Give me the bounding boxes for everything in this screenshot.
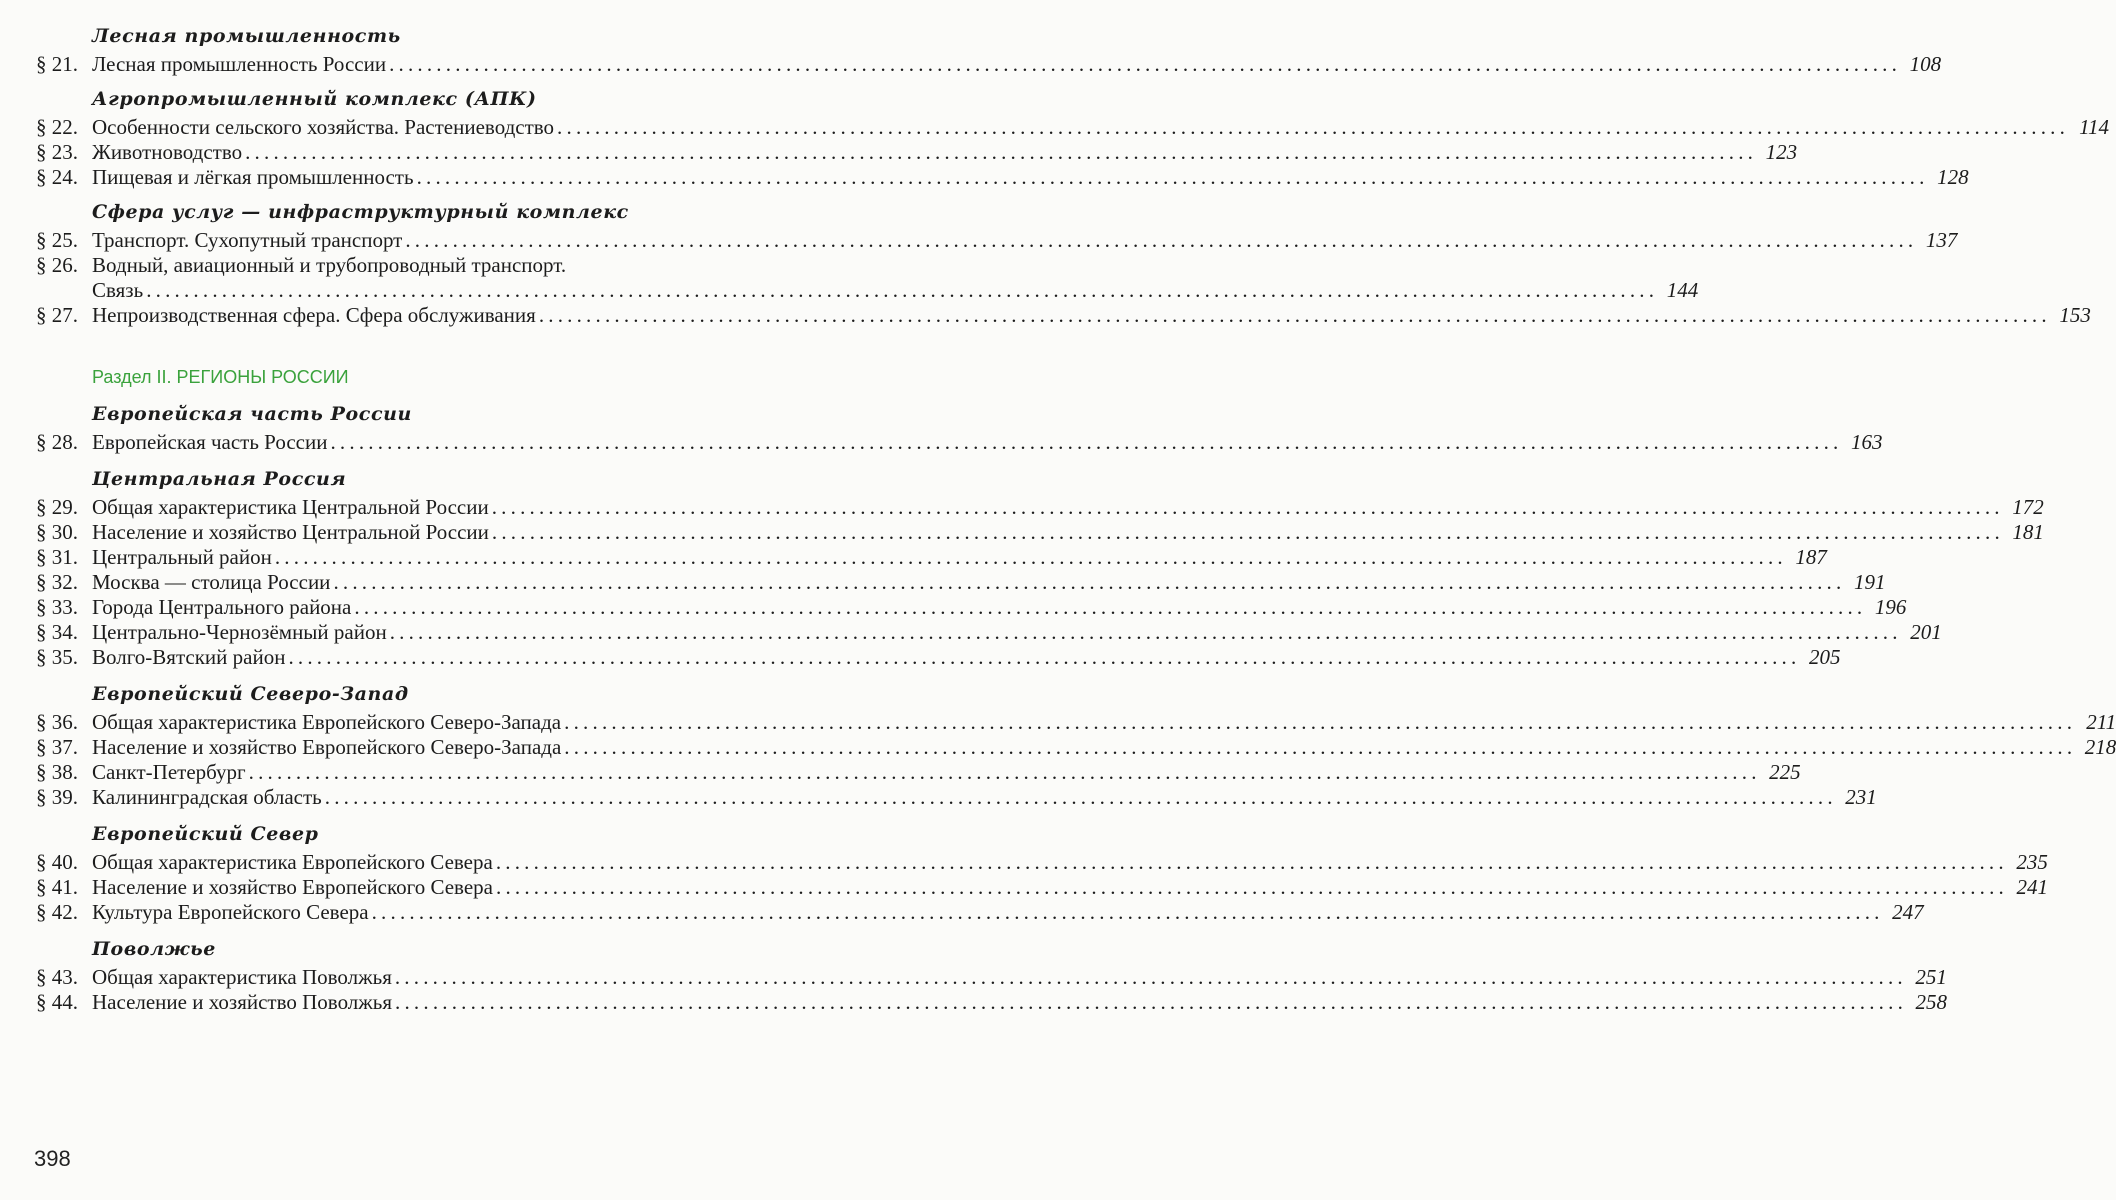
entry-number: § 22. (36, 115, 78, 139)
toc-entry (36, 850, 2048, 875)
toc-entry (36, 140, 1798, 165)
entry-page: 258 (1915, 990, 1948, 1014)
entry-title: Общая характеристика Европейского Севера (92, 850, 493, 874)
dot-leader: ................................................................................................................................................................ (557, 115, 2070, 139)
toc-group-services (36, 196, 2091, 328)
dot-leader: ................................................................................................................................................................ (330, 430, 1843, 454)
dot-leader: ................................................................................................................................................................ (354, 595, 1867, 619)
dot-leader: ................................................................................................................................................................ (389, 620, 1902, 644)
group-heading: Агропромышленный комплекс (АПК) (92, 88, 537, 110)
entry-title: Волго-Вятский район (92, 645, 286, 669)
toc-entry (36, 52, 1942, 77)
entry-number: § 26. (36, 253, 78, 277)
page-number: 398 (34, 1146, 71, 1171)
entry-title: Европейская часть России (92, 430, 328, 454)
entry-number: § 44. (36, 990, 78, 1014)
entry-number: § 38. (36, 760, 78, 784)
entry-page: 241 (2016, 875, 2048, 899)
dot-leader: ................................................................................................................................................................ (333, 570, 1846, 594)
dot-leader: ................................................................................................................................................................ (395, 990, 1908, 1014)
entry-title-line1: Водный, авиационный и трубопроводный транспорт. (92, 253, 567, 277)
entry-number: § 40. (36, 850, 78, 874)
entry-page: 205 (1808, 645, 1841, 669)
entry-number: § 34. (36, 620, 78, 644)
toc-entry (36, 430, 1883, 455)
entry-number: § 39. (36, 785, 78, 809)
group-heading: Сфера услуг — инфраструктурный комплекс (92, 201, 629, 223)
toc-entry (36, 710, 2116, 735)
table-of-contents (36, 20, 2116, 1015)
entry-page: 196 (1874, 595, 1907, 619)
toc-entry (36, 165, 1969, 190)
dot-leader: ................................................................................................................................................................ (491, 520, 2004, 544)
entry-page: 225 (1769, 760, 1801, 784)
dot-leader: ................................................................................................................................................................ (495, 850, 2008, 874)
dot-leader: ................................................................................................................................................................ (394, 965, 1907, 989)
toc-entry (36, 785, 1877, 810)
entry-number: § 32. (36, 570, 78, 594)
entry-page: 128 (1937, 165, 1969, 189)
dot-leader: ................................................................................................................................................................ (496, 875, 2008, 899)
toc-entry (36, 545, 1827, 570)
entry-number: § 27. (36, 303, 78, 327)
entry-number: § 24. (36, 165, 78, 189)
entry-page: 137 (1925, 228, 1958, 252)
entry-page: 123 (1765, 140, 1798, 164)
entry-page: 172 (2012, 495, 2044, 519)
entry-title: Население и хозяйство Центральной России (92, 520, 489, 544)
dot-leader: ................................................................................................................................................................ (371, 900, 1884, 924)
entry-title: Культура Европейского Севера (92, 900, 369, 924)
toc-entry (36, 875, 2048, 900)
entry-title: Центральный район (92, 545, 272, 569)
entry-title: Непроизводственная сфера. Сфера обслуживания (92, 303, 536, 327)
entry-number: § 28. (36, 430, 78, 454)
toc-entry (36, 900, 1924, 925)
entry-number: § 43. (36, 965, 78, 989)
entry-number: § 21. (36, 52, 78, 76)
entry-title: Население и хозяйство Европейского Северо-Запада (92, 735, 562, 759)
entry-title: Лесная промышленность России (92, 52, 387, 76)
toc-entry (36, 965, 1947, 990)
entry-title: Население и хозяйство Европейского Севера (92, 875, 493, 899)
toc-entry (36, 620, 1942, 645)
entry-page: 251 (1915, 965, 1947, 989)
dot-leader: ................................................................................................................................................................ (245, 140, 1758, 164)
entry-number: § 25. (36, 228, 78, 252)
entry-number: § 31. (36, 545, 78, 569)
toc-entry (36, 495, 2044, 520)
toc-group-forestry (36, 20, 1942, 77)
toc-group-european-part (36, 362, 1883, 455)
entry-title: Общая характеристика Центральной России (92, 495, 489, 519)
group-heading: Европейский Север (92, 823, 319, 845)
dot-leader: ................................................................................................................................................................ (564, 710, 2077, 734)
group-heading: Поволжье (92, 938, 216, 960)
entry-page: 187 (1795, 545, 1827, 569)
entry-page: 163 (1850, 430, 1883, 454)
entry-title: Связь (92, 278, 144, 302)
toc-entry (36, 595, 1907, 620)
entry-page: 218 (2084, 735, 2116, 759)
entry-page: 235 (2016, 850, 2048, 874)
entry-title: Пищевая и лёгкая промышленность (92, 165, 414, 189)
entry-page: 247 (1892, 900, 1924, 924)
toc-entry (36, 570, 1886, 595)
entry-number: § 30. (36, 520, 78, 544)
entry-number: § 29. (36, 495, 78, 519)
entry-title: Калининградская область (92, 785, 322, 809)
entry-number: § 41. (36, 875, 78, 899)
toc-group-central-russia (36, 463, 2044, 670)
group-heading: Лесная промышленность (92, 25, 401, 47)
dot-leader: ................................................................................................................................................................ (324, 785, 1837, 809)
group-heading: Европейский Северо-Запад (92, 683, 409, 705)
dot-leader: ................................................................................................................................................................ (274, 545, 1787, 569)
dot-leader: ................................................................................................................................................................ (538, 303, 2051, 327)
entry-title: Центрально-Чернозёмный район (92, 620, 387, 644)
entry-title: Животноводство (92, 140, 243, 164)
entry-number: § 36. (36, 710, 78, 734)
entry-page: 181 (2012, 520, 2044, 544)
dot-leader: ................................................................................................................................................................ (146, 278, 1659, 302)
entry-title: Население и хозяйство Поволжья (92, 990, 393, 1014)
entry-title: Транспорт. Сухопутный транспорт (92, 228, 403, 252)
entry-number: § 33. (36, 595, 78, 619)
entry-page: 114 (2079, 115, 2110, 139)
dot-leader: ................................................................................................................................................................ (416, 165, 1929, 189)
group-heading: Центральная Россия (92, 468, 347, 490)
toc-group-agro (36, 83, 2110, 190)
entry-page: 153 (2059, 303, 2091, 327)
toc-entry (36, 520, 2044, 545)
toc-group-north (36, 818, 2048, 925)
toc-entry-continuation (36, 278, 1699, 303)
entry-page: 191 (1853, 570, 1886, 594)
dot-leader: ................................................................................................................................................................ (389, 52, 1902, 76)
toc-entry (36, 115, 2110, 140)
toc-entry (36, 228, 1958, 253)
entry-number: § 42. (36, 900, 78, 924)
entry-page: 201 (1910, 620, 1942, 644)
entry-title: Общая характеристика Поволжья (92, 965, 392, 989)
entry-page: 231 (1845, 785, 1877, 809)
entry-title: Москва — столица России (92, 570, 331, 594)
toc-entry (36, 735, 2116, 760)
dot-leader: ................................................................................................................................................................ (288, 645, 1801, 669)
toc-entry (36, 760, 1801, 785)
toc-group-volga (36, 933, 1948, 1015)
dot-leader: ................................................................................................................................................................ (564, 735, 2077, 759)
dot-leader: ................................................................................................................................................................ (405, 228, 1918, 252)
section-title: Раздел II. РЕГИОНЫ РОССИИ (92, 367, 349, 387)
dot-leader: ................................................................................................................................................................ (491, 495, 2004, 519)
entry-title: Санкт-Петербург (92, 760, 246, 784)
entry-page: 211 (2086, 710, 2116, 734)
entry-page: 108 (1909, 52, 1942, 76)
entry-title: Особенности сельского хозяйства. Растениеводство (92, 115, 555, 139)
toc-group-northwest (36, 678, 2116, 810)
entry-page: 144 (1666, 278, 1699, 302)
toc-entry (36, 645, 1841, 670)
entry-number: § 37. (36, 735, 78, 759)
toc-entry (36, 990, 1948, 1015)
entry-number: § 23. (36, 140, 78, 164)
toc-entry (36, 303, 2091, 328)
entry-title: Общая характеристика Европейского Северо-Запада (92, 710, 562, 734)
group-heading: Европейская часть России (92, 403, 412, 425)
toc-entry-multiline (36, 253, 852, 278)
dot-leader: ................................................................................................................................................................ (248, 760, 1761, 784)
entry-title: Города Центрального района (92, 595, 352, 619)
entry-number: § 35. (36, 645, 78, 669)
